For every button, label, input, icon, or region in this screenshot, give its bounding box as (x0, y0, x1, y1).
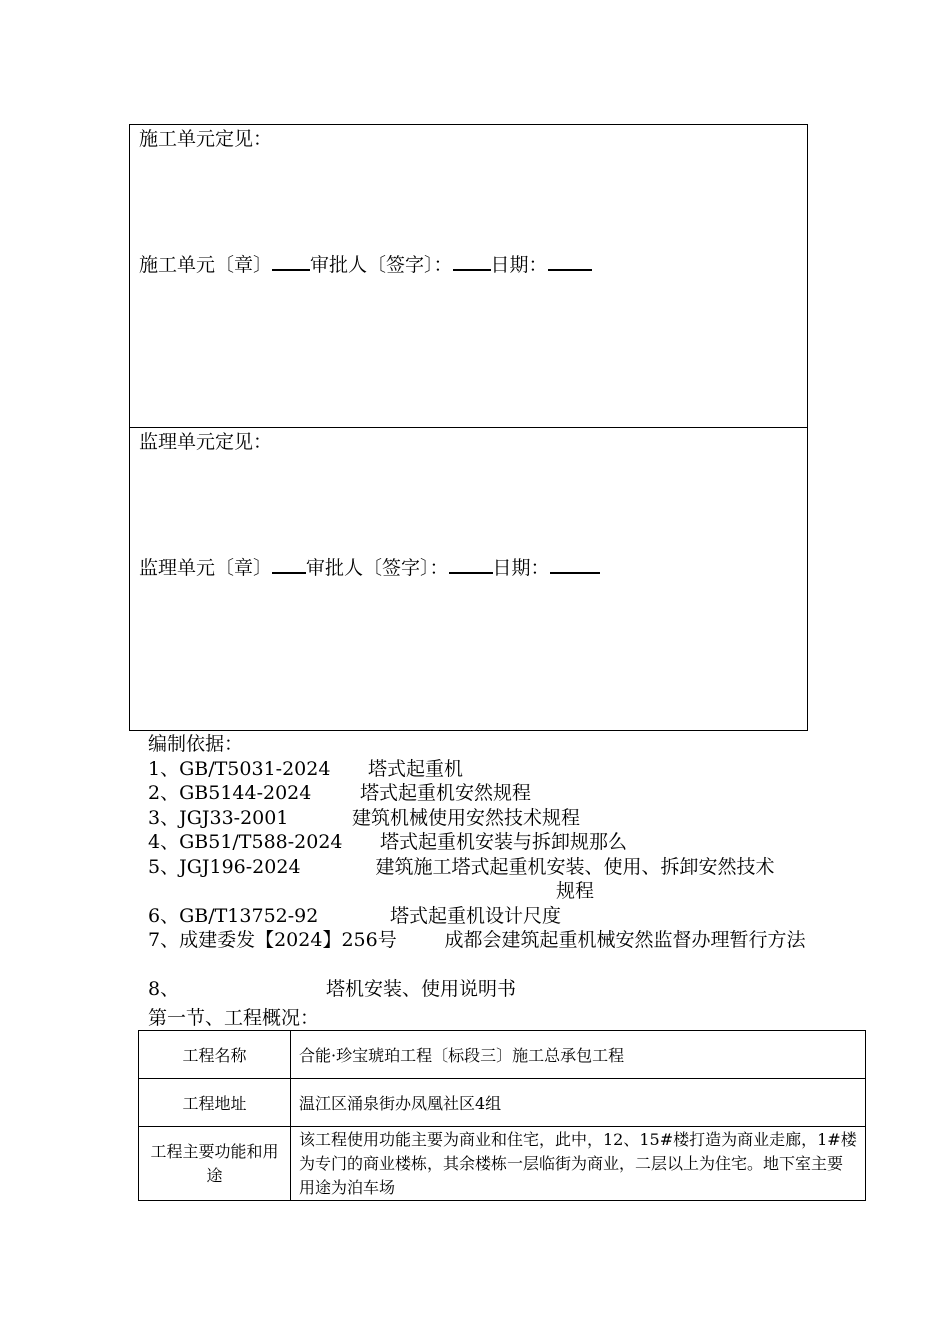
basis-name: 塔式起重机 (368, 757, 464, 780)
project-name-value: 合能·珍宝琥珀工程〔标段三〕施工总承包工程 (291, 1031, 866, 1079)
project-overview-table (138, 1030, 866, 1201)
basis-code: 7、成建委发【2024】256号 (148, 929, 397, 951)
construction-date-blank[interactable] (548, 251, 592, 271)
project-name-label: 工程名称 (139, 1031, 291, 1079)
basis-name: 塔式起重机安然规程 (360, 782, 532, 804)
basis-name: 建筑施工塔式起重机安装、使用、拆卸安然技术规程 (375, 855, 775, 902)
basis-item (148, 757, 828, 782)
table-row (139, 1031, 866, 1079)
construction-approver-blank[interactable] (453, 251, 491, 271)
supervision-approver-label: 审批人〔签字〕： (306, 557, 449, 579)
basis-title: 编制依据： (148, 733, 244, 755)
basis-name: 塔式起重机安装与拆卸规那么 (380, 831, 628, 853)
table-row (139, 1127, 866, 1201)
basis-item (148, 830, 828, 855)
basis-item (148, 904, 828, 929)
supervision-approver-blank[interactable] (449, 554, 493, 574)
basis-item (148, 855, 828, 904)
construction-signature-line (139, 251, 592, 277)
basis-name: 塔式起重机设计尺度 (390, 904, 562, 927)
basis-name: 建筑机械使用安然技术规程 (352, 806, 581, 829)
construction-unit-seal-label: 施工单元〔章〕 (139, 254, 273, 276)
compilation-basis (148, 732, 828, 1002)
basis-code: 5、JGJ196-2024 (148, 855, 301, 878)
supervision-date-label: 日期： (492, 557, 550, 579)
basis-code: 3、JGJ33-2001 (148, 806, 289, 829)
supervision-date-blank[interactable] (550, 554, 600, 574)
basis-code: 8、 (148, 978, 180, 1000)
project-function-label: 工程主要功能和用途 (139, 1127, 291, 1201)
construction-approver-label: 审批人〔签字〕： (310, 254, 453, 276)
construction-opinion-title: 施工单元定见： (139, 128, 273, 150)
basis-code: 2、GB5144-2024 (148, 782, 312, 804)
basis-code: 6、GB/T13752-92 (148, 904, 319, 927)
overview-section-title: 第一节、工程概况： (148, 1007, 320, 1029)
basis-item (148, 928, 828, 977)
basis-code: 4、GB51/T588-2024 (148, 831, 343, 853)
project-function-value: 该工程使用功能主要为商业和住宅，此中，12、15#楼打造为商业走廊，1#楼为专门的商业楼栋，其余楼栋一层临街为商业，二层以上为住宅。地下室主要用途为泊车场 (291, 1127, 866, 1201)
basis-item (148, 781, 828, 806)
project-address-label: 工程地址 (139, 1079, 291, 1127)
supervision-opinion-box (129, 427, 808, 731)
construction-date-label: 日期： (490, 254, 548, 276)
basis-name: 成都会建筑起重机械安然监督办理暂行方法 (444, 929, 806, 951)
table-row (139, 1079, 866, 1127)
supervision-unit-seal-label: 监理单元〔章〕 (139, 557, 273, 579)
construction-unit-blank[interactable] (272, 251, 310, 271)
basis-name: 塔机安装、使用说明书 (326, 978, 517, 1000)
supervision-opinion-title: 监理单元定见： (139, 431, 273, 453)
basis-item (148, 806, 828, 831)
basis-item (148, 977, 828, 1002)
construction-opinion-box (129, 124, 808, 428)
basis-code: 1、GB/T5031-2024 (148, 757, 331, 780)
supervision-unit-blank[interactable] (272, 554, 306, 574)
supervision-signature-line (139, 554, 600, 580)
project-address-value: 温江区涌泉街办凤凰社区4组 (291, 1079, 866, 1127)
